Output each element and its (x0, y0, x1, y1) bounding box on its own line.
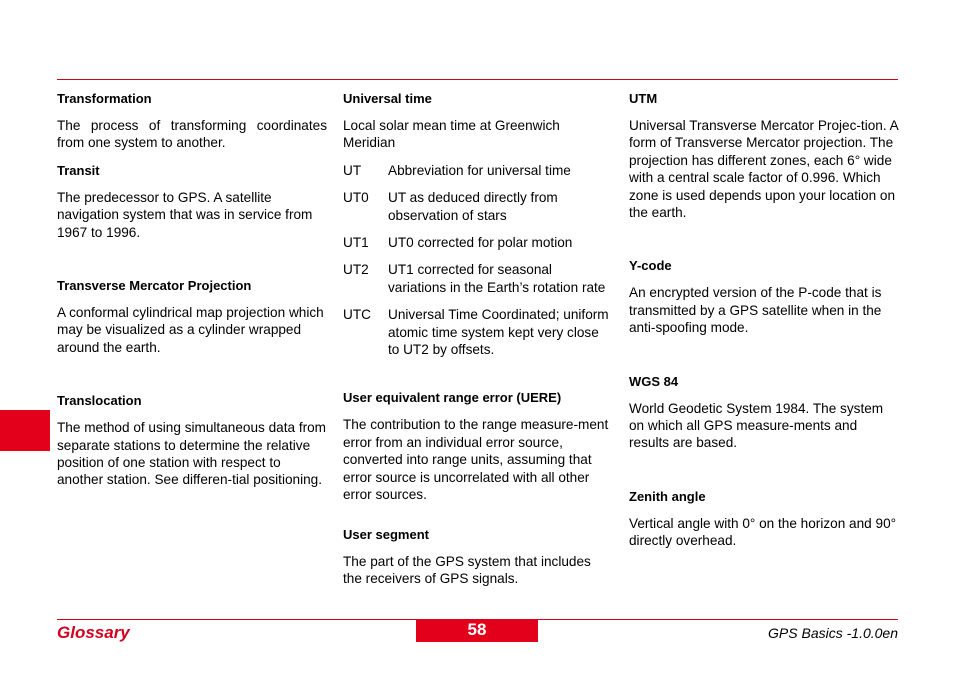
term-heading: Transit (57, 162, 100, 178)
abbreviation-value: Universal Time Coordinated; uniform atomic time system kept very close to UT2 by offsets. (388, 307, 609, 358)
footer-section-title: Glossary (57, 623, 130, 642)
term-heading: User segment (343, 526, 429, 542)
term-definition: Universal Transverse Mercator Projec-tion. A form of Transverse Mercator projection. The projection has different zones, each 6° wide with a central scale factor of 0.996. Which zone is used depends upon your location on the earth. (629, 118, 898, 221)
term-definition: Local solar mean time at Greenwich Meridian (343, 118, 560, 151)
abbreviation-row (343, 234, 611, 251)
term-heading: Translocation (57, 393, 142, 409)
page-number: 58 (416, 620, 538, 642)
abbreviation-key: UT2 (343, 262, 369, 278)
term-definition: An encrypted version of the P-code that is transmitted by a GPS satellite when in the anti-spoofing mode. (629, 285, 882, 336)
glossary-column-2 (343, 90, 611, 587)
abbreviation-key: UT1 (343, 235, 369, 251)
term-definition: The contribution to the range measure-ment error from an individual error source, converted into range units, assuming that error source is uncorrelated with all other error sources. (343, 417, 609, 503)
term-heading: Transformation (57, 91, 152, 106)
term-heading: Zenith angle (629, 488, 706, 504)
abbreviation-key: UT0 (343, 190, 369, 206)
term-heading: Universal time (343, 91, 432, 106)
term-definition: Vertical angle with 0° on the horizon and 90° directly overhead. (629, 515, 897, 549)
term-heading: Y-code (629, 258, 672, 274)
term-definition: The process of transforming coordinates from one system to another. (57, 118, 327, 151)
footer-document-id: GPS Basics -1.0.0en (768, 625, 898, 641)
section-side-tab (0, 410, 50, 451)
term-definition: World Geodetic System 1984. The system on which all GPS measure-ments and results are based. (629, 400, 884, 451)
abbreviation-row (343, 162, 611, 179)
term-definition: The method of using simultaneous data from separate stations to determine the relative position of one station with respect to another station. See differen-tial positioning. (57, 420, 327, 488)
abbreviation-key: UTC (343, 307, 371, 323)
term-heading: UTM (629, 91, 658, 106)
term-heading: Transverse Mercator Projection (57, 278, 252, 294)
term-definition: A conformal cylindrical map projection which may be visualized as a cylinder wrapped around the earth. (57, 305, 324, 355)
term-heading: User equivalent range error (UERE) (343, 390, 562, 406)
abbreviation-value: UT as deduced directly from observation of stars (388, 190, 558, 223)
abbreviation-row (343, 306, 611, 358)
abbreviation-value: UT1 corrected for seasonal variations in the Earth’s rotation rate (388, 262, 606, 295)
glossary-column-3 (629, 90, 899, 550)
top-rule (57, 79, 898, 80)
abbreviation-value: UT0 corrected for polar motion (388, 235, 573, 251)
glossary-column-1 (57, 90, 327, 489)
term-definition: The part of the GPS system that includes the receivers of GPS signals. (343, 553, 591, 586)
term-heading: WGS 84 (629, 373, 679, 389)
abbreviation-key: UT (343, 162, 362, 178)
abbreviation-value: Abbreviation for universal time (388, 162, 571, 178)
abbreviation-row (343, 189, 611, 224)
term-definition: The predecessor to GPS. A satellite navigation system that was in service from 1967 to 1996. (57, 189, 313, 240)
abbreviation-row (343, 261, 611, 296)
